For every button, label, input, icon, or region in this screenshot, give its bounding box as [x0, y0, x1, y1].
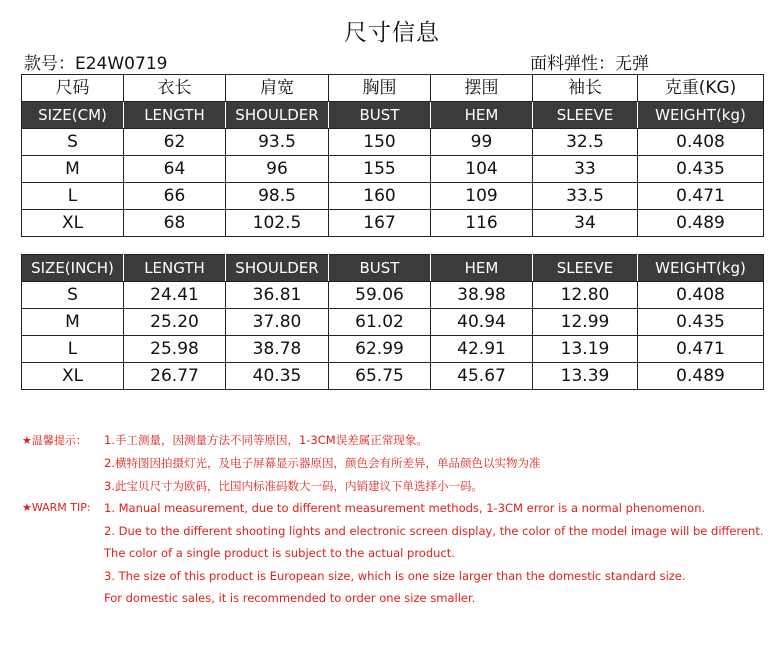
value-cell: 36.81 — [226, 282, 329, 309]
size-cell: S — [22, 129, 124, 156]
header-cell: HEM — [431, 255, 533, 282]
value-cell: 0.471 — [638, 183, 764, 210]
value-cell: 0.408 — [638, 129, 764, 156]
value-cell: 66 — [124, 183, 226, 210]
value-cell: 62 — [124, 129, 226, 156]
value-cell: 45.67 — [431, 363, 533, 390]
fabric-elasticity: 面料弹性：无弹 — [530, 54, 649, 74]
size-cell: M — [22, 309, 124, 336]
size-table-cm — [21, 74, 764, 237]
cn-note-line: 3.此宝贝尺寸为欧码，比国内标准码数大一码，内销建议下单选择小一码。 — [104, 479, 483, 493]
header-cell: SLEEVE — [533, 255, 638, 282]
value-cell: 25.20 — [124, 309, 226, 336]
header-cell: BUST — [329, 255, 431, 282]
table-row — [22, 183, 764, 210]
value-cell: 0.408 — [638, 282, 764, 309]
cn-note-line: 1.手工测量，因测量方法不同等原因，1-3CM误差属正常现象。 — [104, 433, 428, 447]
value-cell: 64 — [124, 156, 226, 183]
table-row — [22, 363, 764, 390]
value-cell: 160 — [329, 183, 431, 210]
header-cell: SIZE(INCH) — [22, 255, 124, 282]
value-cell: 34 — [533, 210, 638, 237]
size-cell: XL — [22, 210, 124, 237]
inch-header-row — [22, 255, 764, 282]
en-note-line: 2. Due to the different shooting lights and electronic screen display, the color of the model image will be different. — [104, 524, 764, 538]
value-cell: 0.471 — [638, 336, 764, 363]
value-cell: 12.80 — [533, 282, 638, 309]
value-cell: 61.02 — [329, 309, 431, 336]
value-cell: 0.489 — [638, 363, 764, 390]
value-cell: 65.75 — [329, 363, 431, 390]
en-note-line: 1. Manual measurement, due to different measurement methods, 1-3CM error is a normal phenomenon. — [104, 501, 706, 515]
value-cell: 96 — [226, 156, 329, 183]
cn-note-line: 2.横特图因拍摄灯光，及电子屏幕显示器原因，颜色会有所差异，单品颜色以实物为准 — [104, 456, 541, 470]
header-cell: SHOULDER — [226, 255, 329, 282]
value-cell: 33 — [533, 156, 638, 183]
header-cell: WEIGHT(kg) — [638, 102, 764, 129]
table-row — [22, 336, 764, 363]
size-table-inch — [21, 254, 764, 390]
style-number: 款号：E24W0719 — [24, 54, 168, 74]
value-cell: 102.5 — [226, 210, 329, 237]
value-cell: 12.99 — [533, 309, 638, 336]
value-cell: 42.91 — [431, 336, 533, 363]
cn-header-cell: 胸围 — [329, 75, 431, 102]
cn-header-cell: 摆围 — [431, 75, 533, 102]
value-cell: 24.41 — [124, 282, 226, 309]
cn-header-cell: 尺码 — [22, 75, 124, 102]
value-cell: 68 — [124, 210, 226, 237]
en-tip-label: ★WARM TIP: — [22, 501, 91, 514]
value-cell: 40.35 — [226, 363, 329, 390]
en-note-line: The color of a single product is subject to the actual product. — [104, 546, 455, 560]
value-cell: 38.98 — [431, 282, 533, 309]
value-cell: 109 — [431, 183, 533, 210]
value-cell: 33.5 — [533, 183, 638, 210]
table-row — [22, 282, 764, 309]
value-cell: 0.435 — [638, 156, 764, 183]
header-cell: WEIGHT(kg) — [638, 255, 764, 282]
cn-header-cell: 袖长 — [533, 75, 638, 102]
value-cell: 116 — [431, 210, 533, 237]
value-cell: 62.99 — [329, 336, 431, 363]
table-row — [22, 309, 764, 336]
cn-header-cell: 肩宽 — [226, 75, 329, 102]
header-cell: SIZE(CM) — [22, 102, 124, 129]
value-cell: 13.19 — [533, 336, 638, 363]
cm-header-row — [22, 102, 764, 129]
value-cell: 98.5 — [226, 183, 329, 210]
table-row — [22, 129, 764, 156]
value-cell: 155 — [329, 156, 431, 183]
value-cell: 99 — [431, 129, 533, 156]
value-cell: 40.94 — [431, 309, 533, 336]
size-cell: L — [22, 183, 124, 210]
value-cell: 167 — [329, 210, 431, 237]
cn-header-cell: 克重(KG) — [638, 75, 764, 102]
value-cell: 32.5 — [533, 129, 638, 156]
cm-body — [22, 129, 764, 237]
value-cell: 0.489 — [638, 210, 764, 237]
header-cell: SHOULDER — [226, 102, 329, 129]
value-cell: 0.435 — [638, 309, 764, 336]
value-cell: 104 — [431, 156, 533, 183]
en-note-line: 3. The size of this product is European size, which is one size larger than the domestic standard size. — [104, 569, 686, 583]
cn-tip-label: ★温馨提示： — [22, 434, 87, 447]
value-cell: 13.39 — [533, 363, 638, 390]
en-note-line: For domestic sales, it is recommended to order one size smaller. — [104, 591, 476, 605]
header-cell: LENGTH — [124, 102, 226, 129]
value-cell: 25.98 — [124, 336, 226, 363]
value-cell: 26.77 — [124, 363, 226, 390]
header-cell: LENGTH — [124, 255, 226, 282]
size-cell: M — [22, 156, 124, 183]
table-row — [22, 210, 764, 237]
cn-header-cell: 衣长 — [124, 75, 226, 102]
cn-header-row — [22, 75, 764, 102]
header-cell: BUST — [329, 102, 431, 129]
header-cell: HEM — [431, 102, 533, 129]
size-cell: S — [22, 282, 124, 309]
value-cell: 150 — [329, 129, 431, 156]
table-row — [22, 156, 764, 183]
value-cell: 59.06 — [329, 282, 431, 309]
header-cell: SLEEVE — [533, 102, 638, 129]
inch-body — [22, 282, 764, 390]
size-cell: L — [22, 336, 124, 363]
value-cell: 93.5 — [226, 129, 329, 156]
page-title: 尺寸信息 — [344, 20, 440, 46]
value-cell: 38.78 — [226, 336, 329, 363]
value-cell: 37.80 — [226, 309, 329, 336]
size-cell: XL — [22, 363, 124, 390]
